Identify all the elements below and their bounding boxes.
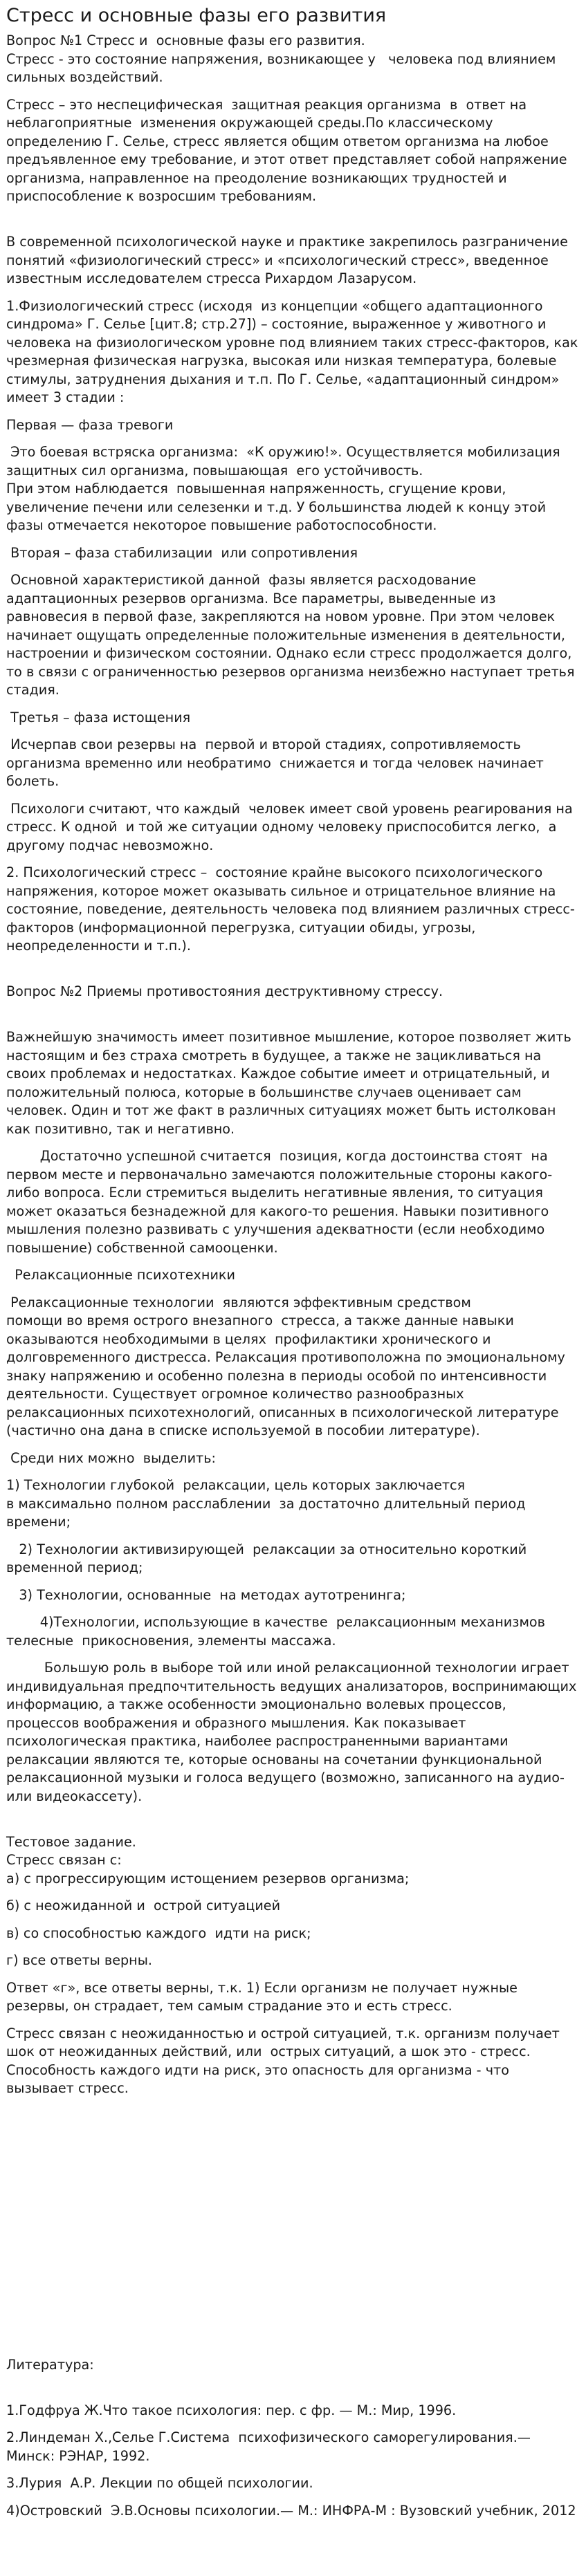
phase-2-title: Вторая – фаза стабилизации или сопротивления (6, 544, 358, 561)
paragraph-psychological-stress: 2. Психологический стресс – состояние крайне высокого психологического напряжения, которое может оказывать сильное и отрицательное влияние на состояние, поведение, деятельность человека под влиянием различных стресс-факторов (информационной перегрузка, ситуации обиды, угрозы, неопределенности и т.п.). (6, 864, 575, 954)
literature-item: 2.Линдеман Х.,Селье Г.Система психофизического саморегулирования.— Минск: РЭНАР, 1992. (6, 2429, 535, 2464)
techniques-intro: Среди них можно выделить: (6, 1449, 216, 1466)
literature-item: 4)Островский Э.В.Основы психологии.— М.: ИНФРА-М : Вузовский учебник, 2012 (6, 2502, 576, 2519)
paragraph-physiological-stress: 1.Физиологический стресс (исходя из концепции «общего адаптационного синдрома» Г. Селье [цит.8; стр.27]) – состояние, выраженное у животного и человека на физиологическом уровне под влиянием таких стресс-факторов, как чрезмерная физическая нагрузка, высокая или низкая температура, болевые стимулы, затруднения дыхания и т.п. По Г. Селье, «адаптационный синдром» имеет 3 стадии : (6, 297, 583, 405)
test-option-c: в) со способностью каждого идти на риск; (6, 1925, 311, 1941)
relaxation-title: Релаксационные психотехники (6, 1267, 235, 1283)
paragraph-successful-position: Достаточно успешной считается позиция, когда достоинства стоят на первом месте и первоначально замечаются положительные стороны какого-либо вопроса. Если стремиться выделить негативные явления, то ситуация может оказаться безнадежной для какого-то решения. Навыки позитивного мышления полезно развивать с улучшения адекватности (если необходимо повышение) собственной самооценки. (6, 1148, 553, 1256)
paragraph-positive-thinking: Важнейшую значимость имеет позитивное мышление, которое позволяет жить настоящим и без страха смотреть в будущее, а также не зацикливаться на своих проблемах и недостатках. Каждое событие имеет и отрицательный, и положительный полюса, которые в большинстве случаев оценивает сам человек. Один и тот же факт в различных ситуациях может быть истолкован как позитивно, так и негативно. (6, 1029, 576, 1137)
phase-3-title: Третья – фаза истощения (6, 709, 191, 725)
technique-1: 1) Технологии глубокой релаксации, цель которых заключается в максимально полном расслаблении за достаточно длительный период времени; (6, 1477, 526, 1530)
literature-item: 1.Годфруа Ж.Что такое психология: пер. с фр. — М.: Мир, 1996. (6, 2402, 457, 2418)
paragraph-psychologists: Психологи считают, что каждый человек имеет свой уровень реагирования на стресс. К одной и той же ситуации одному человеку приспособится легко, а другому подчас невозможно. (6, 800, 577, 853)
test-option-a: а) с прогрессирующим истощением резервов организма; (6, 1870, 410, 1887)
stress-definition: Стресс - это состояние напряжения, возникающее у человека под влиянием сильных воздействий. (6, 50, 560, 85)
test-question: Стресс связан с: (6, 1852, 122, 1868)
paragraph-relaxation-choice: Большую роль в выборе той или иной релаксационной технологии играет индивидуальная предпочтительность ведущих анализаторов, воспринимающих информацию, а также особенности эмоционально волевых процессов, процессов воображения и образного мышления. Как показывает психологическая практика, наиболее распространенными вариантами релаксации являются те, которые основаны на сочетании функциональной релаксационной музыки и голоса ведущего (возможно, записанного на аудио- или видеокассету). (6, 1660, 581, 1804)
test-answer: Ответ «г», все ответы верны, т.к. 1) Если организм не получает нужные резервы, он страдает, тем самым страдание это и есть стресс. (6, 1979, 522, 2014)
phase-1-text: Это боевая встряска организма: «К оружию!». Осуществляется мобилизация защитных сил организма, повышающая его устойчивость. При этом наблюдается повышенная напряженность, сгущение крови, увеличение печени или селезенки и т.д. У большинства людей к концу этой фазы отмечается некоторое повышение работоспособности. (6, 444, 560, 533)
test-option-b: б) с неожиданной и острой ситуацией (6, 1898, 281, 1914)
paragraph-selye-definition: Стресс – это неспецифическая защитная реакция организма в ответ на неблагоприятные изменения окружающей среды.По классическому определению Г. Селье, стресс является общим ответом организма на любое предъявленное ему требование, и этот ответ представляет собой напряжение организма, направленное на преодоление возникающих трудностей и приспособление к возросшим требованиям. (6, 96, 571, 204)
phase-3-text: Исчерпав свои резервы на первой и второй стадиях, сопротивляемость организма временно или необратимо снижается и тогда человек начинает болеть. (6, 736, 548, 789)
literature-item: 3.Лурия А.Р. Лекции по общей психологии. (6, 2475, 313, 2491)
test-heading: Тестовое задание. (6, 1833, 136, 1850)
test-explanation: Стресс связан с неожиданностью и острой ситуацией, т.к. организм получает шок от неожиданных действий, или острых ситуаций, а шок это - стресс. Способность каждого идти на риск, это опасность для организма - что вызывает стресс. (6, 2025, 564, 2096)
phase-2-text: Основной характеристикой данной фазы является расходование адаптационных резервов организма. Все параметры, выведенные из равновесия в первой фазе, закрепляются на новом уровне. При этом человек начинает ощущать определенные положительные изменения в деятельности, настроении и физическом состоянии. Однако если стресс продолжается долго, то в связи с ограниченностью резервов организма неизбежно наступает третья стадия. (6, 572, 579, 698)
paragraph-relaxation: Релаксационные технологии являются эффективным средством помощи во время острого внезапного стресса, а также данные навыки оказываются необходимыми в целях профилактики хронического и долговременного дистресса. Релаксация противоположна по эмоциональному знаку напряжению и особенно полезна в периоды особой по интенсивности деятельности. Существует огромное количество разнообразных релаксационных психотехнологий, описанных в психологической литературе (частично она дана в списке используемой в пособии литературе). (6, 1294, 565, 1438)
phase-1-title: Первая — фаза тревоги (6, 416, 174, 433)
technique-4: 4)Технологии, использующие в качестве релаксационным механизмов телесные прикосновения, элементы массажа. (6, 1614, 550, 1649)
page-title: Стресс и основные фазы его развития (6, 5, 387, 26)
test-option-d: г) все ответы верны. (6, 1952, 152, 1968)
literature-heading: Литература: (6, 2356, 94, 2373)
technique-2: 2) Технологии активизирующей релаксации за относительно короткий временной период; (6, 1541, 531, 1575)
paragraph-lazarus: В современной психологической науке и практике закрепилось разграничение понятий «физиологический стресс» и «психологический стресс», введенное известным исследователем стресса Рихардом Лазарусом. (6, 234, 573, 286)
question-1-heading: Вопрос №1 Стресс и основные фазы его развития. (6, 33, 365, 48)
technique-3: 3) Технологии, основанные на методах аутотренинга; (6, 1586, 406, 1603)
question-2-heading: Вопрос №2 Приемы противостояния деструктивному стрессу. (6, 983, 443, 999)
